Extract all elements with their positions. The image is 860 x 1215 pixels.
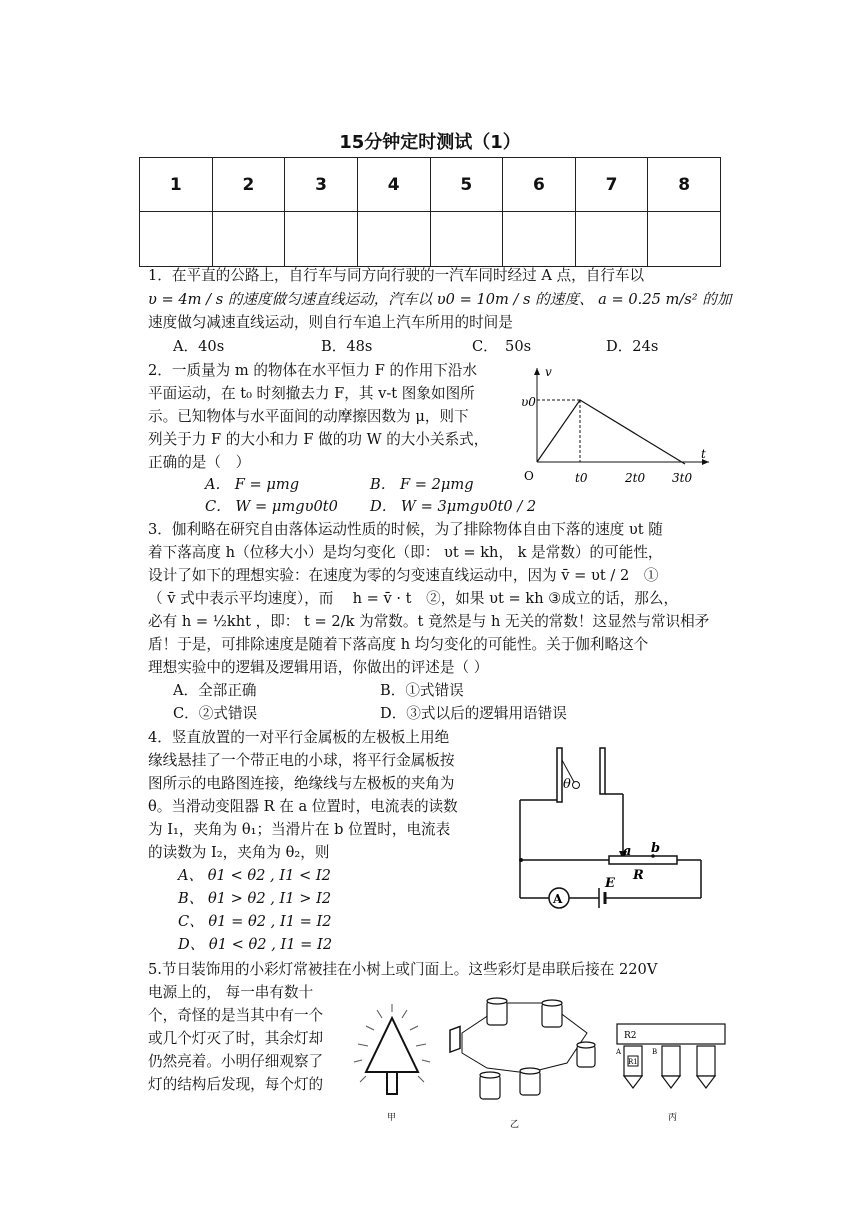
q1-option-c: C． 50s	[472, 338, 532, 355]
q3-line-3: 设计了如下的理想实验：在速度为零的匀变速直线运动中，因为 v̄ = υt / 2 ①	[148, 567, 659, 584]
q4-option-d: D、 θ1 < θ2 , I1 = I2	[178, 936, 333, 953]
vt-graph	[515, 360, 715, 488]
label-R1: R1	[628, 1058, 638, 1066]
emf-label: E	[605, 876, 615, 891]
answer-cell-6[interactable]	[503, 212, 576, 267]
power-plug	[450, 1026, 460, 1052]
label-B: B	[652, 1048, 658, 1056]
rheostat-label: R	[633, 868, 644, 883]
tick-t0: t0	[575, 471, 588, 485]
q3-line-1: 3．伽利略在研究自由落体运动性质的时候，为了排除物体自由下落的速度 υt 随	[148, 521, 663, 538]
q2-line-2: 平面运动，在 t₀ 时刻撤去力 F，其 v-t 图象如图所	[148, 385, 475, 402]
page-title: 15分钟定时测试（1）	[339, 132, 521, 153]
q3-line-4: （ v̄ 式中表示平均速度），而 h = v̄ · t ②，如果 υt = kh ③成立的话，那么，	[148, 590, 679, 607]
v0-label: υ0	[521, 395, 536, 409]
answer-cell-4[interactable]	[357, 212, 430, 267]
right-plate	[600, 748, 605, 794]
q3-line-5: 必有 h = ½kht ，即： t = 2/k 为常数。t 竟然是与 h 无关的常数！这显然与常识相矛	[148, 613, 710, 630]
q1-line-3: 速度做匀减速直线运动，则自行车追上汽车所用的时间是	[148, 314, 513, 331]
q2-line-4: 列关于力 F 的大小和力 F 做的功 W 的大小关系式，	[148, 431, 489, 448]
q1-line-2: υ = 4m / s 的速度做匀速直线运动，汽车以 υ0 = 10m / s 的速度、 a = 0.25 m/s² 的加	[148, 291, 732, 308]
label-R2: R2	[624, 1031, 637, 1041]
q3-line-2: 着下落高度 h（位移大小）是均匀变化（即： υt = kh， k 是常数）的可能性，	[148, 544, 663, 561]
figure-label-bing: 丙	[668, 1113, 678, 1123]
circuit-diagram	[505, 738, 710, 918]
answer-header-cell: 7	[575, 158, 648, 212]
t-axis-label: t	[701, 447, 706, 461]
answer-header-cell: 5	[430, 158, 503, 212]
q3-option-c: C．②式错误	[173, 705, 258, 722]
answer-table-answer-row	[140, 212, 721, 267]
lamp-bulbs	[480, 998, 595, 1099]
point-a-label: a	[623, 844, 632, 859]
tick-3t0: 3t0	[672, 471, 693, 485]
answer-cell-2[interactable]	[212, 212, 285, 267]
v-axis-arrow	[534, 368, 540, 375]
q4-line-6: 的读数为 I₂，夹角为 θ₂，则	[148, 844, 330, 861]
q3-line-7: 理想实验中的逻辑及逻辑用语，你做出的评述是（ ）	[148, 659, 489, 676]
answer-header-cell: 1	[140, 158, 213, 212]
answer-header-cell: 3	[285, 158, 358, 212]
q5-line-5: 仍然亮着。小明仔细观察了	[148, 1053, 324, 1070]
lamp-holders	[624, 1046, 715, 1088]
answer-cell-7[interactable]	[575, 212, 648, 267]
answer-table-header-row	[140, 158, 721, 212]
answer-cell-3[interactable]	[285, 212, 358, 267]
q4-option-c: C、 θ1 = θ2 , I1 = I2	[178, 913, 332, 930]
q4-line-2: 缘线悬挂了一个带正电的小球，将平行金属板按	[148, 752, 455, 769]
answer-cell-1[interactable]	[140, 212, 213, 267]
q2-line-1: 2．一质量为 m 的物体在水平恒力 F 的作用下沿水	[148, 362, 478, 379]
q2-line-5: 正确的是（ ）	[148, 454, 251, 471]
charged-ball	[573, 782, 580, 789]
q2-option-c: C． W = μmgυ0t0	[205, 498, 338, 515]
lamp-wire-loop	[462, 1003, 587, 1073]
q3-option-b: B．①式错误	[380, 682, 464, 699]
q2-line-3: 示。已知物体与水平面间的动摩擦因数为 μ，则下	[148, 408, 469, 425]
q4-line-5: 为 I₁，夹角为 θ₁；当滑片在 b 位置时，电流表	[148, 821, 451, 838]
q1-option-b: B．48s	[321, 338, 373, 355]
ammeter-label: A	[553, 892, 563, 906]
answer-header-cell: 6	[503, 158, 576, 212]
point-b-label: b	[651, 841, 661, 856]
q2-option-d: D． W = 3μmgυ0t0 / 2	[370, 498, 537, 515]
v-axis-label: v	[545, 365, 552, 379]
tree-outline	[366, 1018, 418, 1072]
answer-cell-5[interactable]	[430, 212, 503, 267]
vt-curve	[537, 400, 685, 464]
answer-cell-8[interactable]	[648, 212, 721, 267]
figure-jia-tree	[352, 1000, 432, 1125]
figure-yi-lamps	[442, 993, 602, 1133]
answer-header-cell: 4	[357, 158, 430, 212]
q4-option-a: A、 θ1 < θ2 , I1 < I2	[178, 867, 331, 884]
origin-label: O	[524, 469, 534, 483]
left-plate	[557, 748, 562, 802]
q1-option-a: A．40s	[173, 338, 225, 355]
answer-header-cell: 8	[648, 158, 721, 212]
q5-line-1: 5.节日装饰用的小彩灯常被挂在小树上或门面上。这些彩灯是串联后接在 220V	[148, 961, 658, 978]
answer-header-cell: 2	[212, 158, 285, 212]
figure-label-yi: 乙	[510, 1120, 520, 1130]
q5-line-3: 个，奇怪的是当其中有一个	[148, 1007, 324, 1024]
figure-bing-structure	[612, 1020, 730, 1130]
q4-line-4: θ。当滑动变阻器 R 在 a 位置时，电流表的读数	[148, 798, 458, 815]
label-A: A	[616, 1048, 622, 1056]
q1-option-d: D．24s	[606, 338, 659, 355]
q5-line-2: 电源上的， 每一串有数十	[148, 984, 314, 1001]
q3-line-6: 盾！于是，可排除速度是随着下落高度 h 均匀变化的可能性。关于伽利略这个	[148, 636, 649, 653]
q5-line-6: 灯的结构后发现，每个灯的	[148, 1076, 324, 1093]
q4-line-1: 4．竖直放置的一对平行金属板的左极板上用绝	[148, 729, 450, 746]
q2-option-a: A． F = μmg	[205, 476, 300, 493]
q2-option-b: B． F = 2μmg	[370, 476, 474, 493]
tree-trunk	[387, 1072, 397, 1094]
figure-label-jia: 甲	[387, 1113, 397, 1123]
q4-option-b: B、 θ1 > θ2 , I1 > I2	[178, 890, 332, 907]
tick-2t0: 2t0	[625, 471, 646, 485]
q3-option-d: D．③式以后的逻辑用语错误	[380, 705, 567, 722]
q5-line-4: 或几个灯灭了时，其余灯却	[148, 1030, 324, 1047]
theta-label: θ	[563, 777, 571, 792]
q1-line-1: 1．在平直的公路上，自行车与同方向行驶的一汽车同时经过 A 点，自行车以	[148, 267, 645, 284]
q3-option-a: A．全部正确	[173, 682, 257, 699]
q4-line-3: 图所示的电路图连接，绝缘线与左极板的夹角为	[148, 775, 455, 792]
rheostat-R	[609, 856, 677, 864]
answer-table	[139, 157, 721, 267]
